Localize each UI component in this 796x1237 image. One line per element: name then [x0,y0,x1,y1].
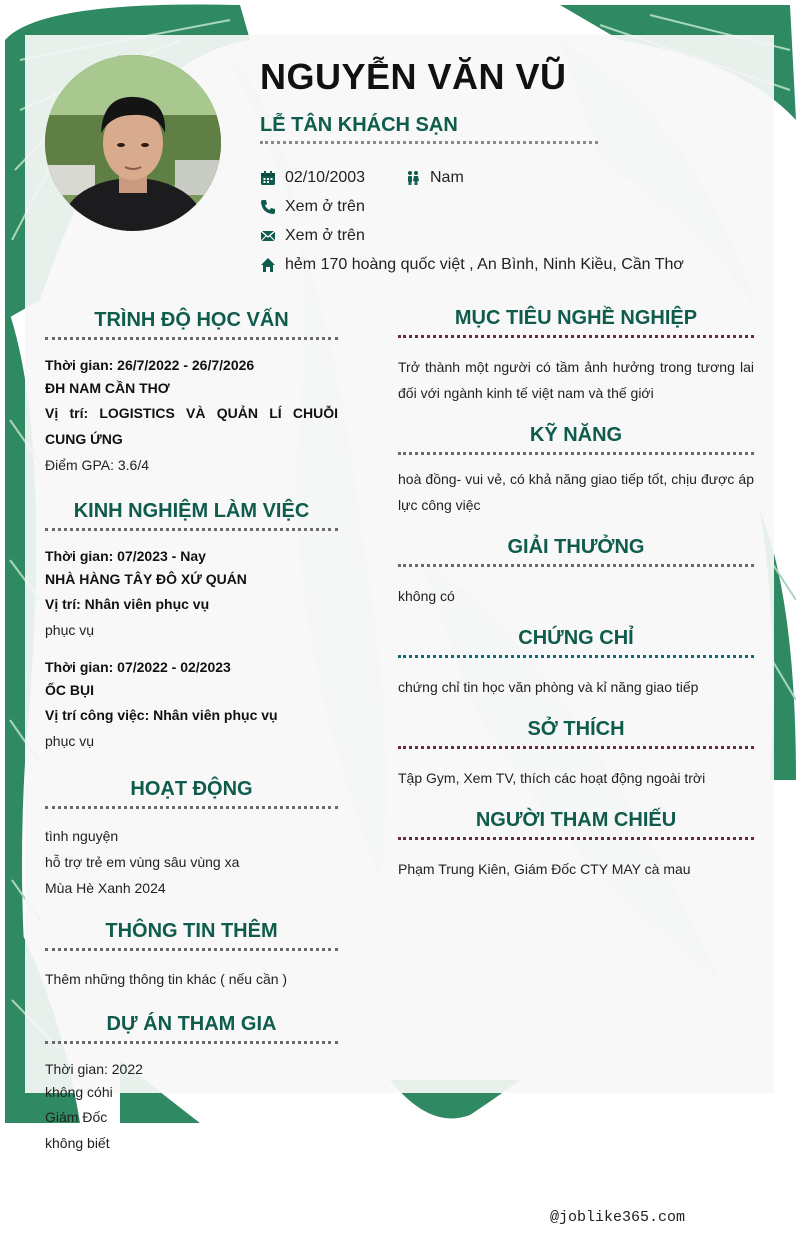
more-info-title: THÔNG TIN THÊM [45,920,338,951]
objective-section [398,307,754,406]
phone: Xem ở trên [285,198,365,215]
skills-section [398,424,754,518]
education-title: TRÌNH ĐỘ HỌC VẤN [45,309,338,340]
hobbies-title: SỞ THÍCH [398,718,754,749]
references-title: NGƯỜI THAM CHIẾU [398,809,754,840]
objective-text: Trở thành một người có tầm ảnh hưởng trong tương lai đối với ngành kinh tế việt nam và thế giới [398,359,754,401]
birth-date: 02/10/2003 [285,169,366,186]
education-position: Vị trí: LOGISTICS VÀ QUẢN LÍ CHUỖI CUNG ỨNG [45,405,338,447]
home-icon [260,257,276,273]
project-line: không cóhi [45,1084,113,1100]
experience-section [45,500,338,754]
experience-company: ỐC BỤI [45,682,94,698]
projects-title: DỰ ÁN THAM GIA [45,1013,338,1044]
awards-section [398,536,754,609]
gender-row [405,169,464,187]
skills-title: KỸ NĂNG [398,424,754,455]
more-info-text: Thêm những thông tin khác ( nếu cần ) [45,971,288,987]
hobbies-text: Tập Gym, Xem TV, thích các hoạt động ngoài trời [398,770,706,786]
hobbies-section [398,718,754,791]
activity-item: tình nguyện [45,828,119,844]
experience-description: phục vụ [45,733,95,749]
footer-watermark: @joblike365.com [550,1209,686,1226]
certificates-text: chứng chỉ tin học văn phòng và kỉ năng giao tiếp [398,679,699,695]
job-title: LỄ TÂN KHÁCH SẠN [260,114,598,144]
education-gpa: Điểm GPA: 3.6/4 [45,457,150,473]
address: hẻm 170 hoàng quốc việt , An Bình, Ninh Kiều, Cần Thơ [285,256,684,273]
profile-photo [45,55,221,231]
calendar-icon [260,170,276,186]
skills-text: hoà đồng- vui vẻ, có khả năng giao tiếp tốt, chịu được áp lực công việc [398,471,754,513]
references-text: Phạm Trung Kiên, Giám Đốc CTY MAY cà mau [398,861,691,877]
email-icon [260,228,276,244]
gender: Nam [430,169,464,186]
project-line: Thời gian: 2022 [45,1061,143,1077]
project-line: không biết [45,1135,110,1151]
experience-description: phục vụ [45,622,95,638]
birth-date-row [260,169,365,187]
experience-item [45,545,338,643]
education-time: Thời gian: 26/7/2022 - 26/7/2026 [45,357,255,373]
experience-position: Vị trí: Nhân viên phục vụ [45,596,210,612]
activity-item: hỗ trợ trẻ em vùng sâu vùng xa [45,854,240,870]
awards-title: GIẢI THƯỞNG [398,536,754,567]
experience-time: Thời gian: 07/2022 - 02/2023 [45,659,231,675]
email: Xem ở trên [285,227,365,244]
address-row [260,256,684,274]
projects-section [45,1013,338,1156]
activities-section [45,778,338,901]
references-section [398,809,754,882]
phone-icon [260,199,276,215]
experience-time: Thời gian: 07/2023 - Nay [45,548,206,564]
education-school: ĐH NAM CẦN THƠ [45,380,170,396]
avatar [45,55,221,231]
phone-row [260,198,365,216]
certificates-title: CHỨNG CHỈ [398,627,754,658]
awards-text: không có [398,588,455,604]
education-section [45,309,338,478]
experience-item [45,656,338,754]
certificates-section [398,627,754,700]
gender-icon [405,170,421,186]
activity-item: Mùa Hè Xanh 2024 [45,880,166,896]
experience-position: Vị trí công việc: Nhân viên phục vụ [45,707,278,723]
project-line: Giám Đốc [45,1109,108,1125]
objective-title: MỤC TIÊU NGHỀ NGHIỆP [398,307,754,338]
candidate-name: NGUYỄN VĂN VŨ [260,56,567,97]
activities-title: HOẠT ĐỘNG [45,778,338,809]
email-row [260,227,365,245]
experience-title: KINH NGHIỆM LÀM VIỆC [45,500,338,531]
experience-company: NHÀ HÀNG TÂY ĐÔ XỨ QUÁN [45,571,247,587]
more-info-section [45,920,338,992]
